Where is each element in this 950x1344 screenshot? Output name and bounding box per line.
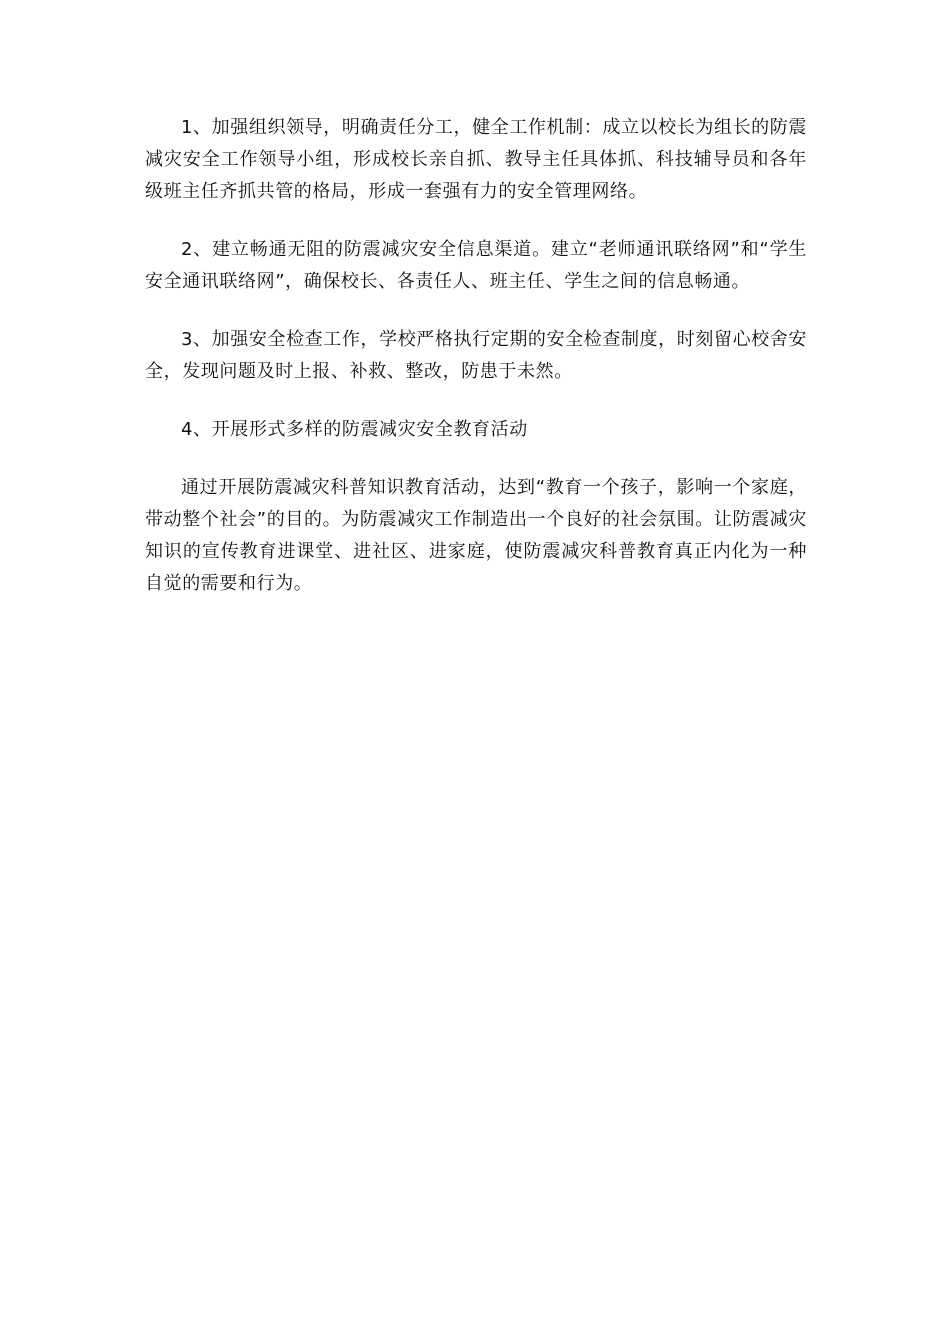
paragraph-4: 4、开展形式多样的防震减灾安全教育活动 xyxy=(181,419,528,440)
paragraph-5: 通过开展防震减灾科普知识教育活动，达到“教育一个孩子，影响一个家庭，带动整个社会”的目的。为防震减灾工作制造出一个良好的社会氛围。让防震减灾知识的宣传教育进课堂、进社区、进家庭，使防震减灾科普教育真正内化为一种自觉的需要和行为。 xyxy=(145,477,807,594)
document-body xyxy=(145,112,807,600)
paragraph-2: 2、建立畅通无阻的防震减灾安全信息渠道。建立“老师通讯联络网”和“学生安全通讯联络网”，确保校长、各责任人、班主任、学生之间的信息畅通。 xyxy=(145,239,807,292)
paragraph-3: 3、加强安全检查工作，学校严格执行定期的安全检查制度，时刻留心校舍安全，发现问题及时上报、补救、整改，防患于未然。 xyxy=(145,329,807,382)
paragraph-1: 1、加强组织领导，明确责任分工，健全工作机制：成立以校长为组长的防震减灾安全工作领导小组，形成校长亲自抓、教导主任具体抓、科技辅导员和各年级班主任齐抓共管的格局，形成一套强有力的安全管理网络。 xyxy=(145,117,807,202)
